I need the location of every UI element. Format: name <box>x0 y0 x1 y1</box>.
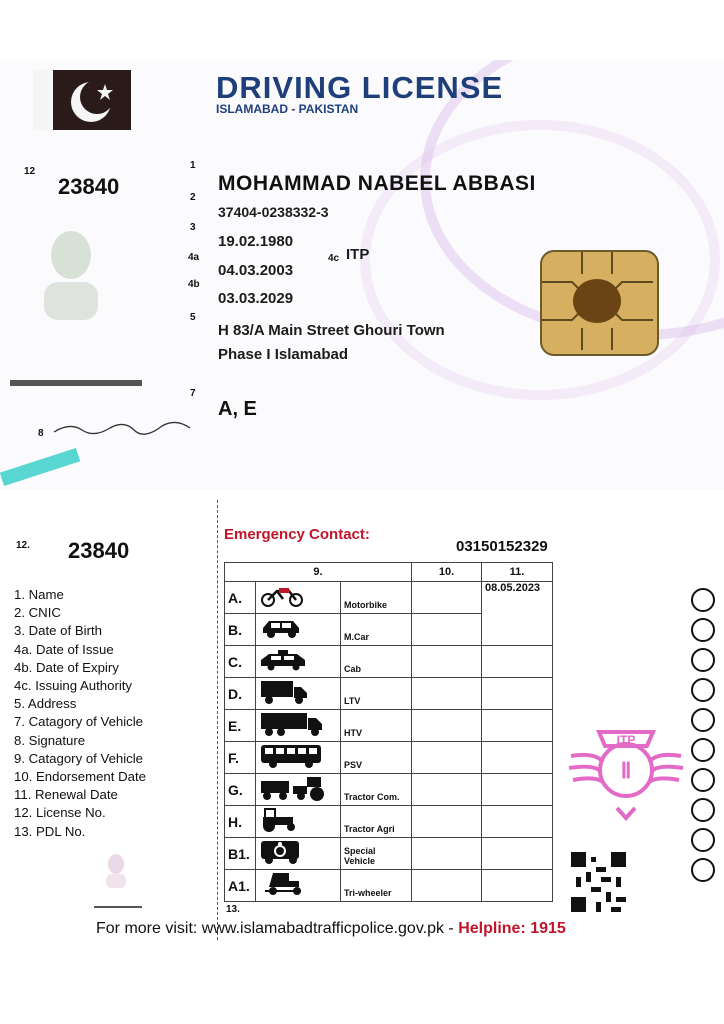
legend-item: 10. Endorsement Date <box>14 769 146 785</box>
pakistan-flag-icon <box>33 70 131 130</box>
cnic-value: 37404-0238332-3 <box>218 204 329 220</box>
renewal-cell <box>482 678 553 710</box>
vehicle-name: M.Car <box>341 614 412 646</box>
field-number: 5 <box>190 312 196 323</box>
vehicle-class: B. <box>225 614 256 646</box>
bus-icon <box>259 743 325 769</box>
punch-circle <box>691 648 715 672</box>
divider-bar <box>10 380 142 386</box>
legend-item: 8. Signature <box>14 732 86 748</box>
pdl-number-label: 13. <box>226 904 240 915</box>
punch-circle <box>691 858 715 882</box>
license-number: 23840 <box>58 174 120 199</box>
footer-prefix: For more visit: <box>96 920 198 937</box>
date-of-birth: 19.02.1980 <box>218 233 294 250</box>
license-back <box>0 500 724 952</box>
legend-item: 9. Catagory of Vehicle <box>14 750 144 766</box>
ghost-photo <box>104 850 128 890</box>
vehicle-class: H. <box>225 806 256 838</box>
license-subtitle: ISLAMABAD - PAKISTAN <box>216 102 359 116</box>
svg-text:Ⅱ: Ⅱ <box>620 758 632 783</box>
legend-item: 3. Date of Birth <box>14 623 102 639</box>
field-number: 4a <box>188 252 200 263</box>
vehicle-class: C. <box>225 646 256 678</box>
endorsement-cell <box>412 710 482 742</box>
expiry-date: 03.03.2029 <box>218 290 294 307</box>
license-title: DRIVING LICENSE <box>216 70 504 105</box>
field-number: 3 <box>190 222 196 233</box>
field-number: 8 <box>38 428 44 439</box>
table-row <box>225 838 553 870</box>
punch-circle <box>691 618 715 642</box>
legend-item: 2. CNIC <box>14 605 61 621</box>
smart-chip-icon <box>540 250 659 356</box>
vehicle-class: G. <box>225 774 256 806</box>
endorsement-cell <box>412 806 482 838</box>
emergency-phone: 03150152329 <box>456 538 548 555</box>
punch-circle <box>691 588 715 612</box>
punch-circle <box>691 798 715 822</box>
security-band <box>0 448 80 486</box>
renewal-cell <box>482 838 553 870</box>
field-number: 12. <box>16 540 30 551</box>
vehicle-category: A, E <box>218 398 257 420</box>
column-header: 10. <box>412 563 482 582</box>
license-front <box>0 60 724 490</box>
vehicle-name: HTV <box>341 710 412 742</box>
signature <box>50 412 200 442</box>
legend-item: 11. Renewal Date <box>14 787 118 803</box>
renewal-cell <box>482 806 553 838</box>
issuing-authority: ITP <box>346 246 370 263</box>
endorsement-cell <box>412 646 482 678</box>
vehicle-name: PSV <box>341 742 412 774</box>
vehicle-name: Tractor Com. <box>341 774 412 806</box>
renewal-cell <box>482 646 553 678</box>
website-link[interactable]: www.islamabadtrafficpolice.gov.pk <box>201 920 444 937</box>
issue-date: 04.03.2003 <box>218 262 294 279</box>
qr-code-icon <box>571 852 626 912</box>
vehicle-class: A. <box>225 582 256 614</box>
vehicle-class: E. <box>225 710 256 742</box>
emergency-contact-label: Emergency Contact: <box>224 526 370 543</box>
endorsement-cell <box>412 614 482 646</box>
rickshaw-icon <box>259 871 305 897</box>
renewal-cell <box>482 710 553 742</box>
legend-item: 4c. Issuing Authority <box>14 678 133 694</box>
table-row <box>225 710 553 742</box>
endorsement-cell <box>412 870 482 902</box>
table-header <box>225 563 553 582</box>
motorbike-icon <box>259 585 305 607</box>
address-line-1: H 83/A Main Street Ghouri Town <box>218 322 445 339</box>
vehicle-class: D. <box>225 678 256 710</box>
renewal-cell <box>482 742 553 774</box>
punch-circle <box>691 708 715 732</box>
helpline: Helpline: 1915 <box>458 920 566 937</box>
legend-item: 1. Name <box>14 587 64 602</box>
field-number: 4b <box>188 279 200 290</box>
footer <box>96 920 566 938</box>
vehicle-class: A1. <box>225 870 256 902</box>
table-row <box>225 806 553 838</box>
punch-circle <box>691 768 715 792</box>
legend-item: 13. PDL No. <box>14 823 86 839</box>
table-row <box>225 774 553 806</box>
vehicle-name: LTV <box>341 678 412 710</box>
punch-circle <box>691 738 715 762</box>
endorsement-cell <box>412 838 482 870</box>
table-row <box>225 582 553 614</box>
holder-name: MOHAMMAD NABEEL ABBASI <box>218 172 536 195</box>
table-row <box>225 870 553 902</box>
renewal-date: 08.05.2023 <box>482 582 553 646</box>
pdl-line <box>94 906 142 908</box>
itp-stamp-icon <box>565 712 687 824</box>
field-number: 2 <box>190 192 196 203</box>
endorsement-cell <box>412 742 482 774</box>
column-header: 9. <box>225 563 412 582</box>
vehicle-name: Tri-wheeler <box>341 870 412 902</box>
table-row <box>225 742 553 774</box>
footer-separator: - <box>443 920 459 937</box>
field-legend <box>14 586 146 841</box>
stamp-text: ITP <box>616 733 636 747</box>
heavy-truck-icon <box>259 711 325 737</box>
field-number: 7 <box>190 388 196 399</box>
vehicle-name: Motorbike <box>341 582 412 614</box>
legend-item: 4a. Date of Issue <box>14 641 114 657</box>
vehicle-name: Tractor Agri <box>341 806 412 838</box>
punch-circle <box>691 828 715 852</box>
vehicle-name: Special Vehicle <box>341 838 412 870</box>
vehicle-category-table <box>224 562 553 902</box>
wheelchair-van-icon <box>259 839 305 865</box>
card-divider <box>217 500 218 940</box>
endorsement-cell <box>412 678 482 710</box>
legend-item: 7. Catagory of Vehicle <box>14 714 144 730</box>
vehicle-class: F. <box>225 742 256 774</box>
back-license-number: 23840 <box>68 538 130 563</box>
renewal-cell <box>482 774 553 806</box>
holder-photo <box>36 220 106 320</box>
table-row <box>225 678 553 710</box>
car-icon <box>259 617 305 639</box>
renewal-cell <box>482 870 553 902</box>
field-number: 1 <box>190 160 196 171</box>
light-truck-icon <box>259 679 309 705</box>
column-header: 11. <box>482 563 553 582</box>
legend-item: 4b. Date of Expiry <box>14 659 119 675</box>
tractor-trolley-icon <box>259 775 329 801</box>
table-row <box>225 646 553 678</box>
address-line-2: Phase I Islamabad <box>218 346 349 363</box>
vehicle-name: Cab <box>341 646 412 678</box>
cab-icon <box>259 649 309 671</box>
legend-item: 5. Address <box>14 696 77 712</box>
endorsement-cell <box>412 582 482 614</box>
field-number: 4c <box>328 253 340 264</box>
field-number: 12 <box>24 166 36 177</box>
endorsement-cell <box>412 774 482 806</box>
vehicle-class: B1. <box>225 838 256 870</box>
tractor-icon <box>259 807 305 833</box>
punch-circle <box>691 678 715 702</box>
legend-item: 12. License No. <box>14 805 106 821</box>
